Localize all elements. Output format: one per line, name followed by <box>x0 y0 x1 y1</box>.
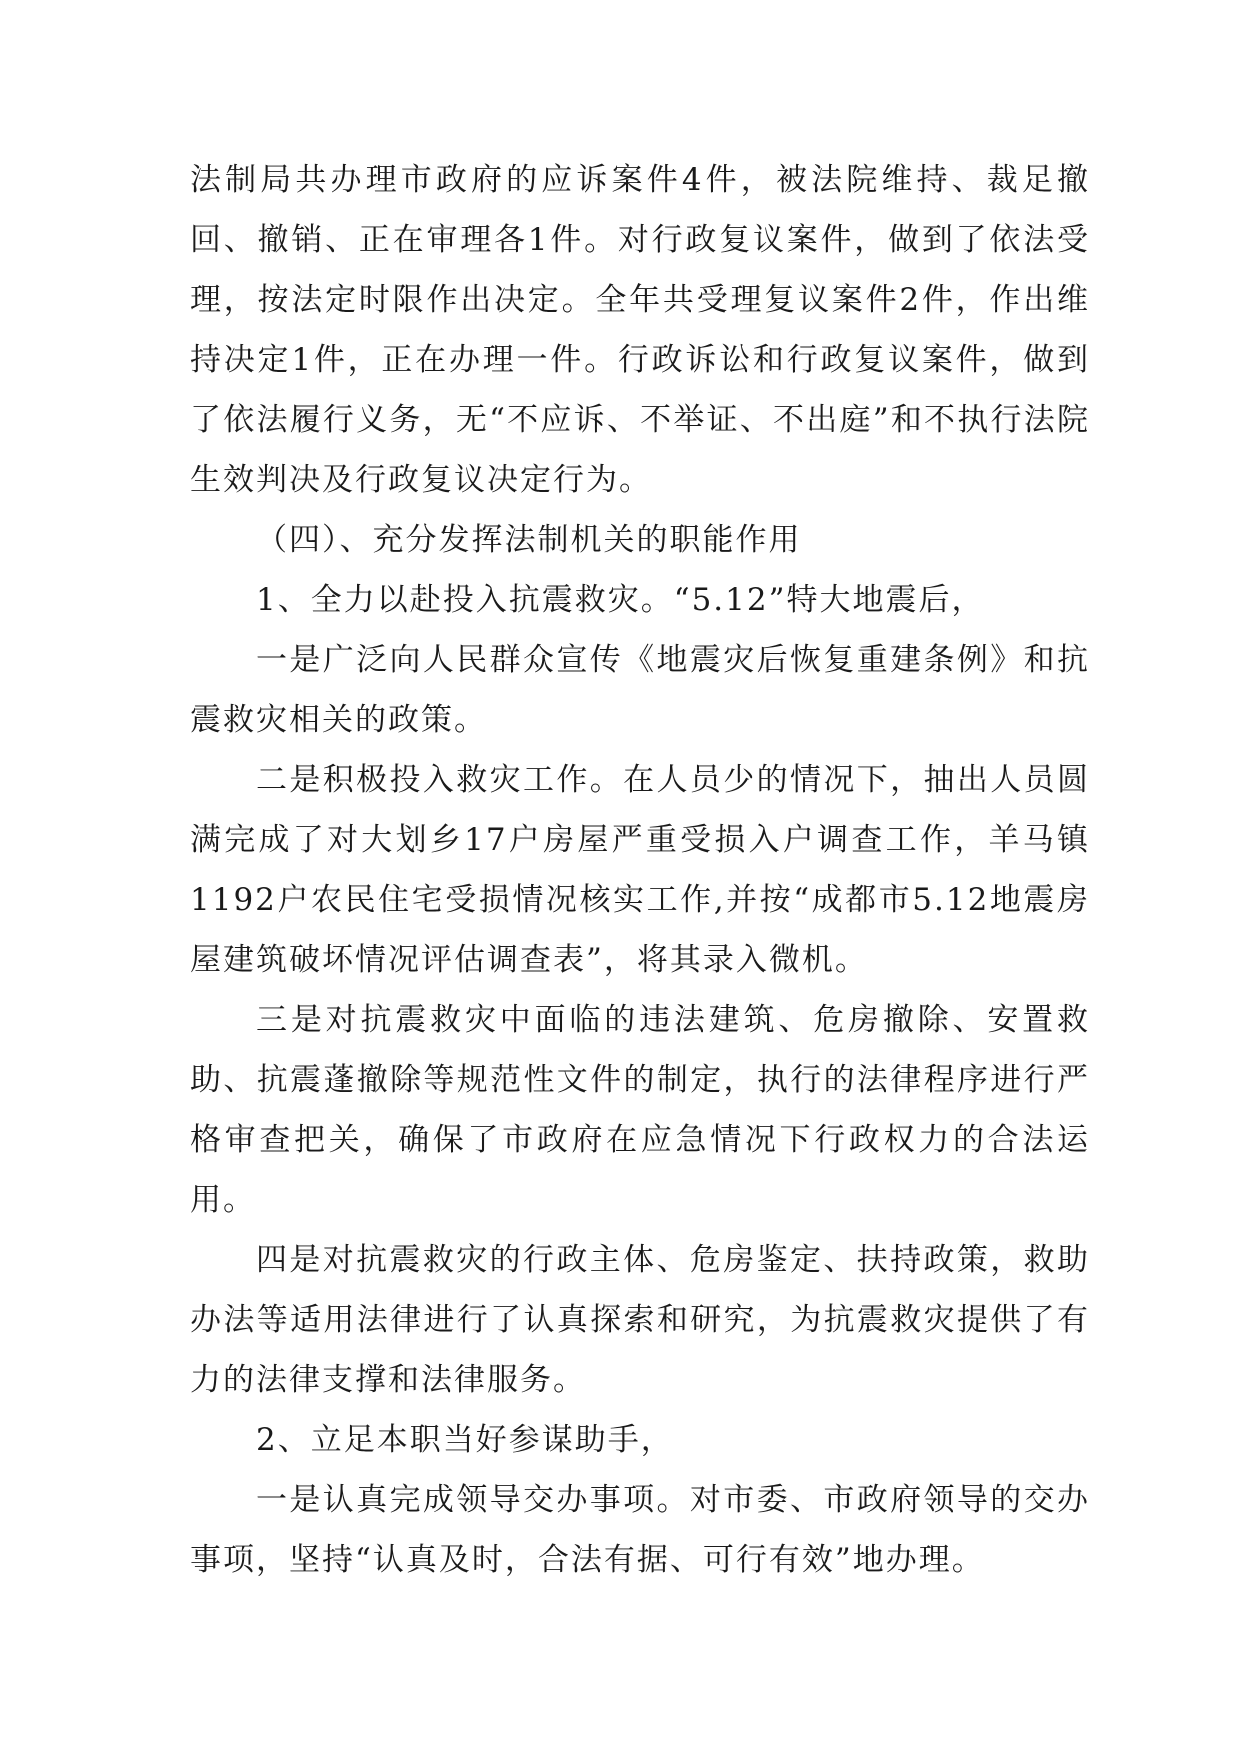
paragraph-advisor-role: 2、立足本职当好参谋助手， <box>256 1422 674 1458</box>
paragraph-leader-tasks: 一是认真完成领导交办事项。对市委、市政府领导的交办事项，坚持“认真及时，合法有据、可行有效”地办理。 <box>190 1482 1090 1578</box>
document-body <box>190 150 1090 1590</box>
paragraph-litigation-cases: 法制局共办理市政府的应诉案件4件，被法院维持、裁足撤回、撤销、正在审理各1件。对行政复议案件，做到了依法受理，按法定时限作出决定。全年共受理复议案件2件，作出维持决定1件，正在办理一件。行政诉讼和行政复议案件，做到了依法履行义务，无“不应诉、不举证、不出庭”和不执行法院生效判决及行政复议决定行为。 <box>190 162 1090 498</box>
paragraph-point-two: 二是积极投入救灾工作。在人员少的情况下，抽出人员圆满完成了对大划乡17户房屋严重受损入户调查工作，羊马镇1192户农民住宅受损情况核实工作,并按“成都市5.12地震房屋建筑破坏情况评估调查表”，将其录入微机。 <box>190 762 1090 978</box>
paragraph-earthquake-relief: 1、全力以赴投入抗震救灾。“5.12”特大地震后， <box>256 582 985 618</box>
paragraph-point-four: 四是对抗震救灾的行政主体、危房鉴定、扶持政策，救助办法等适用法律进行了认真探索和研究，为抗震救灾提供了有力的法律支撑和法律服务。 <box>190 1242 1090 1398</box>
paragraph-point-one: 一是广泛向人民群众宣传《地震灾后恢复重建条例》和抗震救灾相关的政策。 <box>190 642 1090 738</box>
section-heading-four: （四）、充分发挥法制机关的职能作用 <box>256 522 802 558</box>
paragraph-point-three: 三是对抗震救灾中面临的违法建筑、危房撤除、安置救助、抗震蓬撤除等规范性文件的制定，执行的法律程序进行严格审查把关，确保了市政府在应急情况下行政权力的合法运用。 <box>190 1002 1090 1218</box>
